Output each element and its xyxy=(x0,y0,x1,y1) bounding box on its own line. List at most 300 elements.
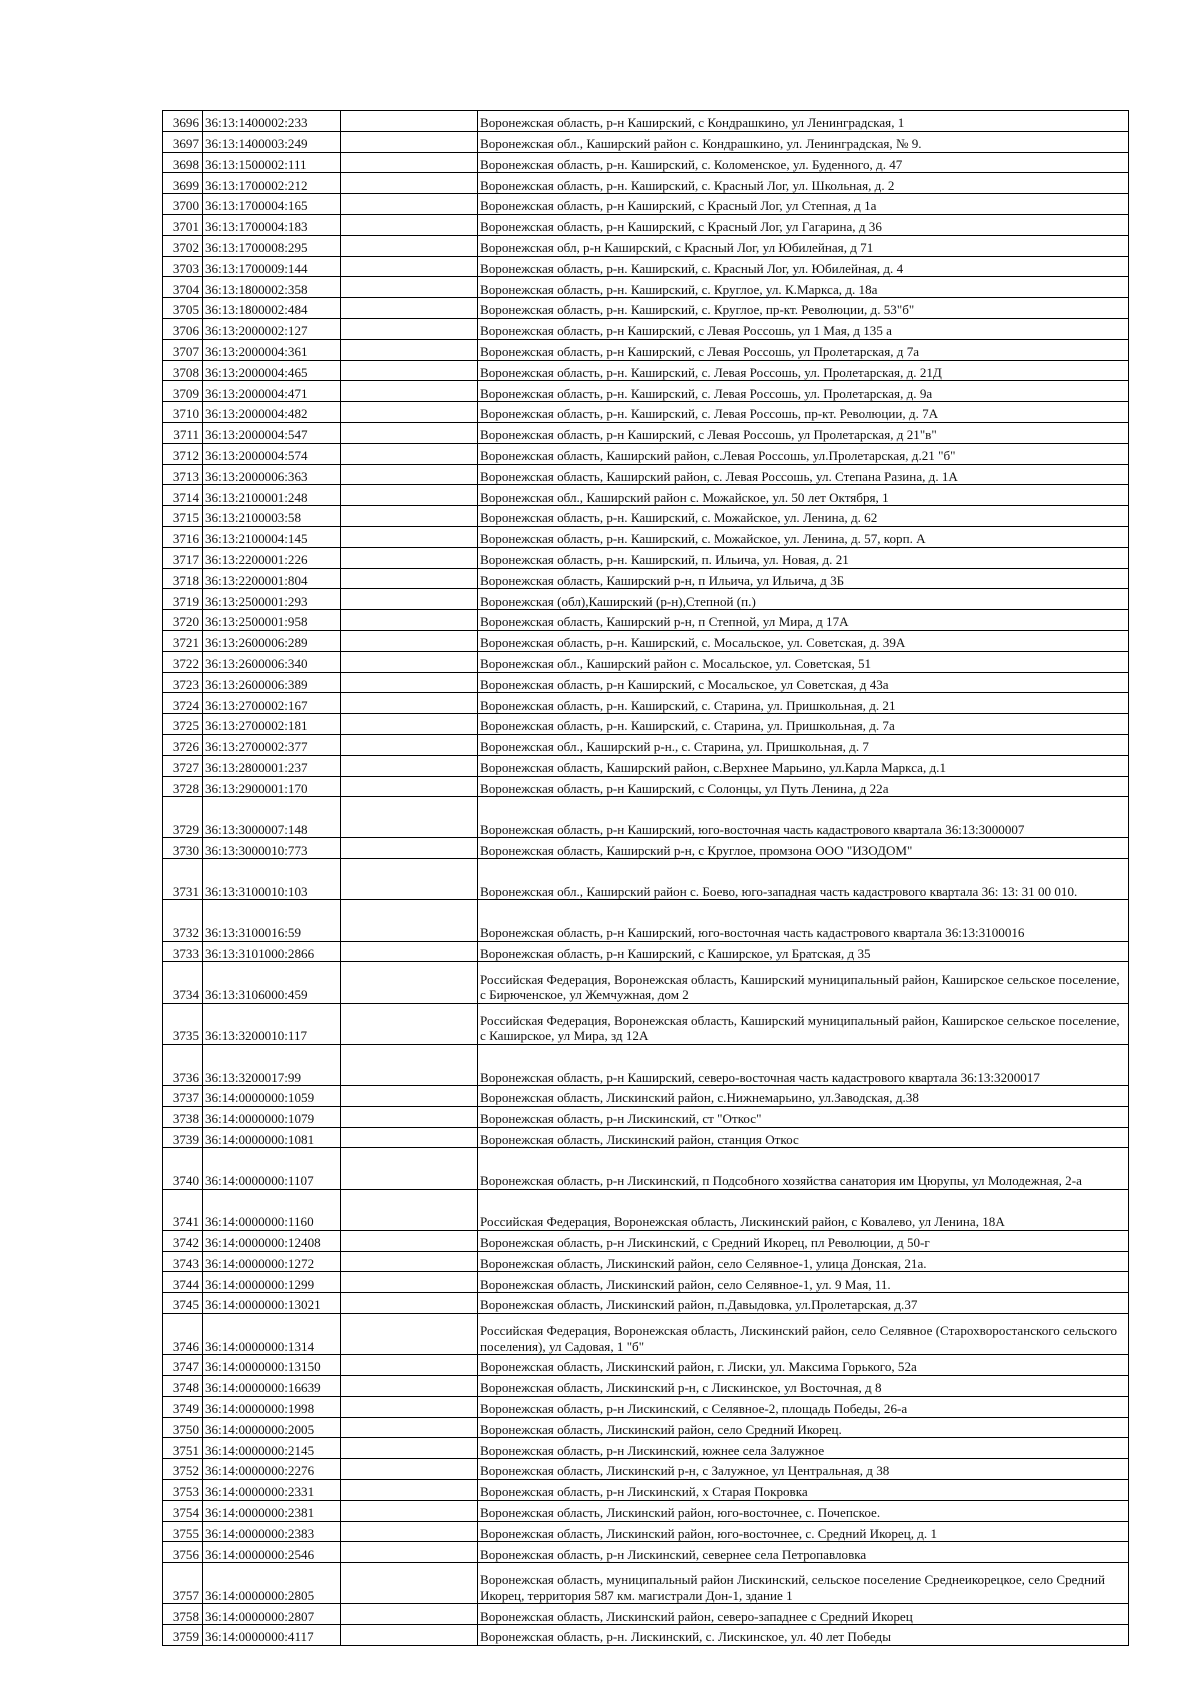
address-cell: Воронежская область, Каширский р-н, с Круглое, промзона ООО "ИЗОДОМ" xyxy=(478,838,1129,859)
row-number-cell: 3756 xyxy=(163,1542,203,1563)
row-number-cell: 3712 xyxy=(163,443,203,464)
address-cell: Воронежская область, Каширский район, с. Левая Россошь, ул. Степана Разина, д. 1А xyxy=(478,464,1129,485)
empty-cell xyxy=(341,235,478,256)
table-row xyxy=(163,1542,1129,1563)
address-cell: Воронежская область, р-н. Каширский, с. Можайское, ул. Ленина, д. 62 xyxy=(478,506,1129,527)
row-number-cell: 3716 xyxy=(163,526,203,547)
table-row xyxy=(163,381,1129,402)
row-number-cell: 3711 xyxy=(163,422,203,443)
row-number-cell: 3752 xyxy=(163,1459,203,1480)
cadastral-number-cell: 36:13:2900001:170 xyxy=(203,776,341,797)
table-row xyxy=(163,256,1129,277)
table-row xyxy=(163,1148,1129,1189)
empty-cell xyxy=(341,1230,478,1251)
address-cell: Воронежская обл., Каширский район с. Мосальское, ул. Советская, 51 xyxy=(478,651,1129,672)
row-number-cell: 3728 xyxy=(163,776,203,797)
cadastral-number-cell: 36:13:3000007:148 xyxy=(203,797,341,838)
cadastral-number-cell: 36:13:2000004:574 xyxy=(203,443,341,464)
address-cell: Воронежская (обл),Каширский (р-н),Степной (п.) xyxy=(478,589,1129,610)
address-cell: Воронежская область, Лискинский район, станция Откос xyxy=(478,1127,1129,1148)
cadastral-number-cell: 36:13:2000004:471 xyxy=(203,381,341,402)
address-cell: Воронежская область, р-н Каширский, с Левая Россошь, ул Пролетарская, д 7а xyxy=(478,339,1129,360)
row-number-cell: 3740 xyxy=(163,1148,203,1189)
table-row xyxy=(163,1521,1129,1542)
cadastral-number-cell: 36:13:2700002:181 xyxy=(203,714,341,735)
table-row xyxy=(163,1604,1129,1625)
address-cell: Воронежская область, Лискинский район, село Селявное-1, улица Донская, 21а. xyxy=(478,1251,1129,1272)
cadastral-number-cell: 36:14:0000000:2383 xyxy=(203,1521,341,1542)
cadastral-number-cell: 36:14:0000000:16639 xyxy=(203,1375,341,1396)
table-row xyxy=(163,859,1129,900)
empty-cell xyxy=(341,526,478,547)
empty-cell xyxy=(341,1417,478,1438)
address-cell: Воронежская область, р-н Каширский, с Красный Лог, ул Гагарина, д 36 xyxy=(478,214,1129,235)
empty-cell xyxy=(341,1106,478,1127)
empty-cell xyxy=(341,256,478,277)
address-cell: Воронежская область, Лискинский район, с.Нижнемарьино, ул.Заводская, д.38 xyxy=(478,1086,1129,1107)
empty-cell xyxy=(341,339,478,360)
empty-cell xyxy=(341,941,478,962)
table-row xyxy=(163,360,1129,381)
table-row xyxy=(163,1272,1129,1293)
empty-cell xyxy=(341,1542,478,1563)
row-number-cell: 3743 xyxy=(163,1251,203,1272)
address-cell: Воронежская обл., Каширский р-н., с. Старина, ул. Пришкольная, д. 7 xyxy=(478,734,1129,755)
address-cell: Воронежская область, р-н. Каширский, п. Ильича, ул. Новая, д. 21 xyxy=(478,547,1129,568)
row-number-cell: 3755 xyxy=(163,1521,203,1542)
empty-cell xyxy=(341,506,478,527)
table-row xyxy=(163,443,1129,464)
row-number-cell: 3724 xyxy=(163,693,203,714)
empty-cell xyxy=(341,1604,478,1625)
row-number-cell: 3738 xyxy=(163,1106,203,1127)
address-cell: Воронежская область, р-н. Каширский, с. Старина, ул. Пришкольная, д. 7а xyxy=(478,714,1129,735)
cadastral-number-cell: 36:13:1400003:249 xyxy=(203,131,341,152)
cadastral-number-cell: 36:13:2700002:377 xyxy=(203,734,341,755)
table-row xyxy=(163,734,1129,755)
cadastral-number-cell: 36:14:0000000:1107 xyxy=(203,1148,341,1189)
cadastral-number-cell: 36:13:1700004:165 xyxy=(203,194,341,215)
address-cell: Воронежская область, р-н. Лискинский, с. Лискинское, ул. 40 лет Победы xyxy=(478,1625,1129,1646)
cadastral-number-cell: 36:13:3000010:773 xyxy=(203,838,341,859)
empty-cell xyxy=(341,610,478,631)
empty-cell xyxy=(341,1500,478,1521)
empty-cell xyxy=(341,318,478,339)
address-cell: Воронежская область, р-н Каширский, северо-восточная часть кадастрового квартала 36:13:3200017 xyxy=(478,1044,1129,1085)
cadastral-number-cell: 36:13:2000004:547 xyxy=(203,422,341,443)
table-row xyxy=(163,755,1129,776)
row-number-cell: 3731 xyxy=(163,859,203,900)
table-row xyxy=(163,1293,1129,1314)
address-cell: Воронежская область, Лискинский район, село Селявное-1, ул. 9 Мая, 11. xyxy=(478,1272,1129,1293)
address-cell: Воронежская область, Каширский район, с.Левая Россошь, ул.Пролетарская, д.21 "б" xyxy=(478,443,1129,464)
cadastral-number-cell: 36:14:0000000:1081 xyxy=(203,1127,341,1148)
address-cell: Воронежская область, Лискинский р-н, с Залужное, ул Центральная, д 38 xyxy=(478,1459,1129,1480)
address-cell: Воронежская область, р-н Лискинский, южнее села Залужное xyxy=(478,1438,1129,1459)
empty-cell xyxy=(341,443,478,464)
row-number-cell: 3708 xyxy=(163,360,203,381)
table-row xyxy=(163,1396,1129,1417)
address-cell: Воронежская область, Лискинский район, село Средний Икорец. xyxy=(478,1417,1129,1438)
table-row xyxy=(163,941,1129,962)
row-number-cell: 3710 xyxy=(163,402,203,423)
table-row xyxy=(163,1106,1129,1127)
table-row xyxy=(163,111,1129,132)
row-number-cell: 3758 xyxy=(163,1604,203,1625)
empty-cell xyxy=(341,214,478,235)
address-cell: Воронежская область, р-н. Каширский, с. Красный Лог, ул. Школьная, д. 2 xyxy=(478,173,1129,194)
address-cell: Воронежская область, р-н. Каширский, с. Можайское, ул. Ленина, д. 57, корп. А xyxy=(478,526,1129,547)
table-row xyxy=(163,547,1129,568)
register-table-body xyxy=(163,111,1129,1646)
row-number-cell: 3696 xyxy=(163,111,203,132)
cadastral-number-cell: 36:14:0000000:2805 xyxy=(203,1563,341,1604)
row-number-cell: 3705 xyxy=(163,298,203,319)
table-row xyxy=(163,1355,1129,1376)
row-number-cell: 3734 xyxy=(163,962,203,1003)
address-cell: Воронежская область, Лискинский район, п.Давыдовка, ул.Пролетарская, д.37 xyxy=(478,1293,1129,1314)
empty-cell xyxy=(341,651,478,672)
cadastral-number-cell: 36:13:2000002:127 xyxy=(203,318,341,339)
empty-cell xyxy=(341,1189,478,1230)
empty-cell xyxy=(341,1148,478,1189)
row-number-cell: 3739 xyxy=(163,1127,203,1148)
cadastral-number-cell: 36:14:0000000:1160 xyxy=(203,1189,341,1230)
address-cell: Воронежская область, Лискинский р-н, с Лискинское, ул Восточная, д 8 xyxy=(478,1375,1129,1396)
row-number-cell: 3737 xyxy=(163,1086,203,1107)
empty-cell xyxy=(341,900,478,941)
empty-cell xyxy=(341,485,478,506)
cadastral-number-cell: 36:13:1800002:484 xyxy=(203,298,341,319)
empty-cell xyxy=(341,859,478,900)
row-number-cell: 3699 xyxy=(163,173,203,194)
address-cell: Воронежская область, р-н. Каширский, с. Красный Лог, ул. Юбилейная, д. 4 xyxy=(478,256,1129,277)
address-cell: Воронежская область, р-н. Каширский, с. Круглое, пр-кт. Революции, д. 53"б" xyxy=(478,298,1129,319)
address-cell: Воронежская область, р-н Лискинский, п Подсобного хозяйства санатория им Цюрупы, ул Молодежная, 2-а xyxy=(478,1148,1129,1189)
cadastral-number-cell: 36:14:0000000:1314 xyxy=(203,1313,341,1354)
empty-cell xyxy=(341,797,478,838)
empty-cell xyxy=(341,1521,478,1542)
cadastral-number-cell: 36:14:0000000:2381 xyxy=(203,1500,341,1521)
cadastral-number-cell: 36:13:1700004:183 xyxy=(203,214,341,235)
cadastral-number-cell: 36:14:0000000:1079 xyxy=(203,1106,341,1127)
cadastral-number-cell: 36:13:2600006:340 xyxy=(203,651,341,672)
address-cell: Воронежская область, р-н Каширский, с Мосальское, ул Советская, д 43а xyxy=(478,672,1129,693)
table-row xyxy=(163,173,1129,194)
empty-cell xyxy=(341,1003,478,1044)
row-number-cell: 3713 xyxy=(163,464,203,485)
empty-cell xyxy=(341,194,478,215)
empty-cell xyxy=(341,152,478,173)
table-row xyxy=(163,1563,1129,1604)
cadastral-number-cell: 36:13:2200001:804 xyxy=(203,568,341,589)
table-row xyxy=(163,1189,1129,1230)
table-row xyxy=(163,1230,1129,1251)
empty-cell xyxy=(341,1563,478,1604)
empty-cell xyxy=(341,1355,478,1376)
table-row xyxy=(163,838,1129,859)
table-row xyxy=(163,318,1129,339)
row-number-cell: 3735 xyxy=(163,1003,203,1044)
table-row xyxy=(163,298,1129,319)
address-cell: Воронежская область, р-н Каширский, с Каширское, ул Братская, д 35 xyxy=(478,941,1129,962)
empty-cell xyxy=(341,298,478,319)
table-row xyxy=(163,900,1129,941)
row-number-cell: 3700 xyxy=(163,194,203,215)
empty-cell xyxy=(341,1459,478,1480)
empty-cell xyxy=(341,464,478,485)
row-number-cell: 3749 xyxy=(163,1396,203,1417)
address-cell: Воронежская область, р-н Каширский, с Кондрашкино, ул Ленинградская, 1 xyxy=(478,111,1129,132)
cadastral-number-cell: 36:13:3100010:103 xyxy=(203,859,341,900)
row-number-cell: 3757 xyxy=(163,1563,203,1604)
empty-cell xyxy=(341,672,478,693)
row-number-cell: 3729 xyxy=(163,797,203,838)
address-cell: Воронежская область, р-н Лискинский, ст "Откос" xyxy=(478,1106,1129,1127)
address-cell: Воронежская область, Каширский р-н, п Ильича, ул Ильича, д 3Б xyxy=(478,568,1129,589)
address-cell: Воронежская область, р-н. Каширский, с. Левая Россошь, пр-кт. Революции, д. 7А xyxy=(478,402,1129,423)
empty-cell xyxy=(341,173,478,194)
row-number-cell: 3701 xyxy=(163,214,203,235)
cadastral-number-cell: 36:13:2100003:58 xyxy=(203,506,341,527)
cadastral-number-cell: 36:13:3106000:459 xyxy=(203,962,341,1003)
table-row xyxy=(163,693,1129,714)
cadastral-number-cell: 36:13:3200017:99 xyxy=(203,1044,341,1085)
row-number-cell: 3741 xyxy=(163,1189,203,1230)
row-number-cell: 3718 xyxy=(163,568,203,589)
address-cell: Воронежская область, р-н Каширский, юго-восточная часть кадастрового квартала 36:13:3000007 xyxy=(478,797,1129,838)
cadastral-number-cell: 36:13:2200001:226 xyxy=(203,547,341,568)
table-row xyxy=(163,651,1129,672)
empty-cell xyxy=(341,1127,478,1148)
row-number-cell: 3730 xyxy=(163,838,203,859)
cadastral-number-cell: 36:14:0000000:1998 xyxy=(203,1396,341,1417)
row-number-cell: 3717 xyxy=(163,547,203,568)
address-cell: Воронежская обл, р-н Каширский, с Красный Лог, ул Юбилейная, д 71 xyxy=(478,235,1129,256)
row-number-cell: 3714 xyxy=(163,485,203,506)
table-row xyxy=(163,1003,1129,1044)
table-row xyxy=(163,1127,1129,1148)
table-row xyxy=(163,1438,1129,1459)
table-row xyxy=(163,235,1129,256)
row-number-cell: 3719 xyxy=(163,589,203,610)
table-row xyxy=(163,714,1129,735)
table-row xyxy=(163,464,1129,485)
cadastral-number-cell: 36:14:0000000:13150 xyxy=(203,1355,341,1376)
row-number-cell: 3736 xyxy=(163,1044,203,1085)
empty-cell xyxy=(341,422,478,443)
cadastral-number-cell: 36:14:0000000:2145 xyxy=(203,1438,341,1459)
table-row xyxy=(163,797,1129,838)
table-row xyxy=(163,1479,1129,1500)
table-row xyxy=(163,131,1129,152)
table-row xyxy=(163,194,1129,215)
address-cell: Воронежская область, муниципальный район Лискинский, сельское поселение Среднеикорецкое, село Средний Икорец, территория 587 км. магистрали Дон-1, здание 1 xyxy=(478,1563,1129,1604)
row-number-cell: 3745 xyxy=(163,1293,203,1314)
empty-cell xyxy=(341,111,478,132)
row-number-cell: 3707 xyxy=(163,339,203,360)
cadastral-number-cell: 36:13:2100001:248 xyxy=(203,485,341,506)
empty-cell xyxy=(341,1375,478,1396)
empty-cell xyxy=(341,1272,478,1293)
empty-cell xyxy=(341,1625,478,1646)
row-number-cell: 3722 xyxy=(163,651,203,672)
address-cell: Воронежская область, р-н Каширский, с Левая Россошь, ул Пролетарская, д 21"в" xyxy=(478,422,1129,443)
address-cell: Воронежская область, р-н. Каширский, с. Круглое, ул. К.Маркса, д. 18а xyxy=(478,277,1129,298)
cadastral-number-cell: 36:14:0000000:1299 xyxy=(203,1272,341,1293)
cadastral-number-cell: 36:13:2000004:465 xyxy=(203,360,341,381)
empty-cell xyxy=(341,755,478,776)
address-cell: Воронежская обл., Каширский район с. Кондрашкино, ул. Ленинградская, № 9. xyxy=(478,131,1129,152)
address-cell: Воронежская область, р-н Каширский, с Левая Россошь, ул 1 Мая, д 135 а xyxy=(478,318,1129,339)
table-row xyxy=(163,1417,1129,1438)
cadastral-number-cell: 36:14:0000000:2546 xyxy=(203,1542,341,1563)
row-number-cell: 3726 xyxy=(163,734,203,755)
address-cell: Российская Федерация, Воронежская область, Каширский муниципальный район, Каширское сельское поселение, с Бирюченское, ул Жемчужная, дом 2 xyxy=(478,962,1129,1003)
address-cell: Воронежская область, р-н. Каширский, с. Мосальское, ул. Советская, д. 39А xyxy=(478,630,1129,651)
cadastral-number-cell: 36:13:1400002:233 xyxy=(203,111,341,132)
address-cell: Российская Федерация, Воронежская область, Лискинский район, село Селявное (Старохворостанского сельского поселения), ул Садовая, 1 "б" xyxy=(478,1313,1129,1354)
cadastral-number-cell: 36:13:2000006:363 xyxy=(203,464,341,485)
table-row xyxy=(163,1044,1129,1085)
register-table xyxy=(162,110,1129,1646)
table-row xyxy=(163,422,1129,443)
row-number-cell: 3748 xyxy=(163,1375,203,1396)
address-cell: Воронежская область, р-н Каширский, с Красный Лог, ул Степная, д 1а xyxy=(478,194,1129,215)
cadastral-number-cell: 36:14:0000000:2005 xyxy=(203,1417,341,1438)
table-row xyxy=(163,526,1129,547)
table-row xyxy=(163,1375,1129,1396)
row-number-cell: 3732 xyxy=(163,900,203,941)
empty-cell xyxy=(341,1396,478,1417)
row-number-cell: 3725 xyxy=(163,714,203,735)
table-row xyxy=(163,630,1129,651)
cadastral-number-cell: 36:13:1700008:295 xyxy=(203,235,341,256)
address-cell: Воронежская область, р-н. Каширский, с. Левая Россошь, ул. Пролетарская, д. 9а xyxy=(478,381,1129,402)
address-cell: Воронежская обл., Каширский район с. Можайское, ул. 50 лет Октября, 1 xyxy=(478,485,1129,506)
cadastral-number-cell: 36:13:1700009:144 xyxy=(203,256,341,277)
cadastral-number-cell: 36:14:0000000:13021 xyxy=(203,1293,341,1314)
row-number-cell: 3751 xyxy=(163,1438,203,1459)
address-cell: Воронежская область, Лискинский район, юго-восточнее, с. Почепское. xyxy=(478,1500,1129,1521)
address-cell: Воронежская область, Лискинский район, северо-западнее с Средний Икорец xyxy=(478,1604,1129,1625)
address-cell: Воронежская область, р-н. Каширский, с. Коломенское, ул. Буденного, д. 47 xyxy=(478,152,1129,173)
empty-cell xyxy=(341,568,478,589)
cadastral-number-cell: 36:13:2800001:237 xyxy=(203,755,341,776)
table-row xyxy=(163,506,1129,527)
table-row xyxy=(163,1500,1129,1521)
row-number-cell: 3703 xyxy=(163,256,203,277)
table-row xyxy=(163,776,1129,797)
row-number-cell: 3709 xyxy=(163,381,203,402)
address-cell: Воронежская область, р-н Лискинский, с Селявное-2, площадь Победы, 26-а xyxy=(478,1396,1129,1417)
row-number-cell: 3746 xyxy=(163,1313,203,1354)
row-number-cell: 3753 xyxy=(163,1479,203,1500)
table-row xyxy=(163,589,1129,610)
address-cell: Воронежская область, Каширский район, с.Верхнее Марьино, ул.Карла Маркса, д.1 xyxy=(478,755,1129,776)
row-number-cell: 3721 xyxy=(163,630,203,651)
address-cell: Воронежская область, Лискинский район, юго-восточнее, с. Средний Икорец, д. 1 xyxy=(478,1521,1129,1542)
empty-cell xyxy=(341,838,478,859)
address-cell: Воронежская область, Каширский р-н, п Степной, ул Мира, д 17А xyxy=(478,610,1129,631)
address-cell: Воронежская область, р-н Лискинский, с Средний Икорец, пл Революции, д 50-г xyxy=(478,1230,1129,1251)
empty-cell xyxy=(341,1044,478,1085)
cadastral-number-cell: 36:13:2100004:145 xyxy=(203,526,341,547)
row-number-cell: 3750 xyxy=(163,1417,203,1438)
address-cell: Воронежская область, р-н Лискинский, х Старая Покровка xyxy=(478,1479,1129,1500)
table-row xyxy=(163,339,1129,360)
cadastral-number-cell: 36:13:2000004:482 xyxy=(203,402,341,423)
table-row xyxy=(163,568,1129,589)
table-row xyxy=(163,485,1129,506)
table-row xyxy=(163,152,1129,173)
table-row xyxy=(163,1251,1129,1272)
row-number-cell: 3733 xyxy=(163,941,203,962)
empty-cell xyxy=(341,402,478,423)
cadastral-number-cell: 36:13:3200010:117 xyxy=(203,1003,341,1044)
cadastral-number-cell: 36:13:2500001:293 xyxy=(203,589,341,610)
cadastral-number-cell: 36:13:2600006:389 xyxy=(203,672,341,693)
empty-cell xyxy=(341,1086,478,1107)
cadastral-number-cell: 36:14:0000000:2331 xyxy=(203,1479,341,1500)
empty-cell xyxy=(341,589,478,610)
empty-cell xyxy=(341,1293,478,1314)
empty-cell xyxy=(341,714,478,735)
row-number-cell: 3759 xyxy=(163,1625,203,1646)
address-cell: Российская Федерация, Воронежская область, Каширский муниципальный район, Каширское сельское поселение, с Каширское, ул Мира, зд 12А xyxy=(478,1003,1129,1044)
table-row xyxy=(163,277,1129,298)
address-cell: Воронежская область, р-н Лискинский, севернее села Петропавловка xyxy=(478,1542,1129,1563)
address-cell: Воронежская область, р-н Каширский, юго-восточная часть кадастрового квартала 36:13:3100016 xyxy=(478,900,1129,941)
table-row xyxy=(163,402,1129,423)
cadastral-number-cell: 36:13:2600006:289 xyxy=(203,630,341,651)
row-number-cell: 3697 xyxy=(163,131,203,152)
address-cell: Воронежская область, р-н. Каширский, с. Старина, ул. Пришкольная, д. 21 xyxy=(478,693,1129,714)
table-row xyxy=(163,214,1129,235)
empty-cell xyxy=(341,962,478,1003)
row-number-cell: 3720 xyxy=(163,610,203,631)
empty-cell xyxy=(341,1313,478,1354)
table-row xyxy=(163,1459,1129,1480)
empty-cell xyxy=(341,734,478,755)
empty-cell xyxy=(341,693,478,714)
table-row xyxy=(163,610,1129,631)
row-number-cell: 3744 xyxy=(163,1272,203,1293)
row-number-cell: 3727 xyxy=(163,755,203,776)
empty-cell xyxy=(341,131,478,152)
address-cell: Российская Федерация, Воронежская область, Лискинский район, с Ковалево, ул Ленина, 18А xyxy=(478,1189,1129,1230)
row-number-cell: 3715 xyxy=(163,506,203,527)
document-page xyxy=(162,110,1128,1646)
row-number-cell: 3704 xyxy=(163,277,203,298)
table-row xyxy=(163,962,1129,1003)
cadastral-number-cell: 36:13:3100016:59 xyxy=(203,900,341,941)
address-cell: Воронежская область, р-н Каширский, с Солонцы, ул Путь Ленина, д 22а xyxy=(478,776,1129,797)
row-number-cell: 3698 xyxy=(163,152,203,173)
empty-cell xyxy=(341,1438,478,1459)
empty-cell xyxy=(341,1479,478,1500)
address-cell: Воронежская область, Лискинский район, г. Лиски, ул. Максима Горького, 52а xyxy=(478,1355,1129,1376)
cadastral-number-cell: 36:13:3101000:2866 xyxy=(203,941,341,962)
table-row xyxy=(163,1625,1129,1646)
empty-cell xyxy=(341,1251,478,1272)
empty-cell xyxy=(341,360,478,381)
cadastral-number-cell: 36:14:0000000:12408 xyxy=(203,1230,341,1251)
table-row xyxy=(163,1313,1129,1354)
table-row xyxy=(163,672,1129,693)
cadastral-number-cell: 36:13:1700002:212 xyxy=(203,173,341,194)
cadastral-number-cell: 36:14:0000000:2807 xyxy=(203,1604,341,1625)
